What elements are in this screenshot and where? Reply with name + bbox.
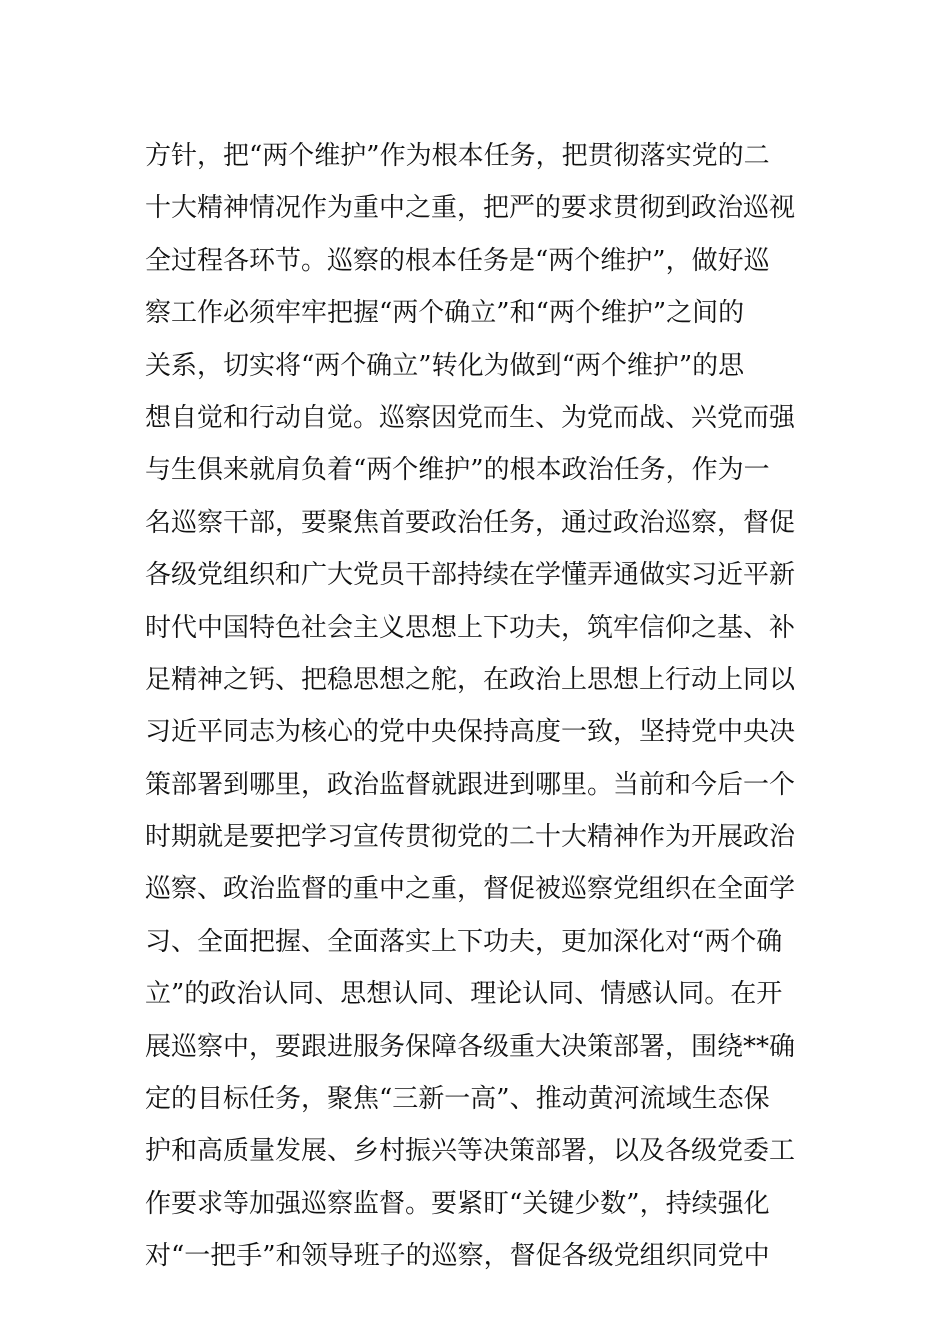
text-line: 定的目标任务，聚焦“三新一高”、推动黄河流域生态保 bbox=[145, 1084, 770, 1115]
text-line: 各级党组织和广大党员干部持续在学懂弄通做实习近平新 bbox=[145, 560, 796, 591]
text-line: 方针，把“两个维护”作为根本任务，把贯彻落实党的二 bbox=[145, 141, 770, 171]
text-line: 巡察、政治监督的重中之重，督促被巡察党组织在全面学 bbox=[145, 874, 796, 905]
text-line: 全过程各环节。巡察的根本任务是“两个维护”，做好巡 bbox=[145, 245, 770, 276]
text-line: 对“一把手”和领导班子的巡察，督促各级党组织同党中 bbox=[145, 1241, 770, 1272]
body-paragraph bbox=[145, 130, 810, 1283]
text-line: 想自觉和行动自觉。巡察因党而生、为党而战、兴党而强 bbox=[145, 402, 796, 433]
text-line: 关系，切实将“两个确立”转化为做到“两个维护”的思 bbox=[145, 350, 745, 381]
text-line: 策部署到哪里，政治监督就跟进到哪里。当前和今后一个 bbox=[145, 769, 796, 800]
text-line: 展巡察中，要跟进服务保障各级重大决策部署，围绕**确 bbox=[145, 1031, 796, 1062]
text-line: 名巡察干部，要聚焦首要政治任务，通过政治巡察，督促 bbox=[145, 507, 796, 538]
text-line: 十大精神情况作为重中之重，把严的要求贯彻到政治巡视 bbox=[145, 193, 796, 224]
text-line: 习、全面把握、全面落实上下功夫，更加深化对“两个确 bbox=[145, 926, 783, 957]
text-line: 与生俱来就肩负着“两个维护”的根本政治任务，作为一 bbox=[145, 455, 770, 486]
text-line: 习近平同志为核心的党中央保持高度一致，坚持党中央决 bbox=[145, 717, 796, 748]
text-line: 护和高质量发展、乡村振兴等决策部署，以及各级党委工 bbox=[145, 1136, 796, 1167]
text-line: 察工作必须牢牢把握“两个确立”和“两个维护”之间的 bbox=[145, 298, 745, 329]
text-line: 立”的政治认同、思想认同、理论认同、情感认同。在开 bbox=[145, 979, 783, 1010]
text-line: 时期就是要把学习宣传贯彻党的二十大精神作为开展政治 bbox=[145, 822, 796, 853]
text-line: 足精神之钙、把稳思想之舵，在政治上思想上行动上同以 bbox=[145, 664, 796, 695]
text-line: 作要求等加强巡察监督。要紧盯“关键少数”，持续强化 bbox=[145, 1188, 770, 1219]
text-line: 时代中国特色社会主义思想上下功夫，筑牢信仰之基、补 bbox=[145, 612, 796, 643]
